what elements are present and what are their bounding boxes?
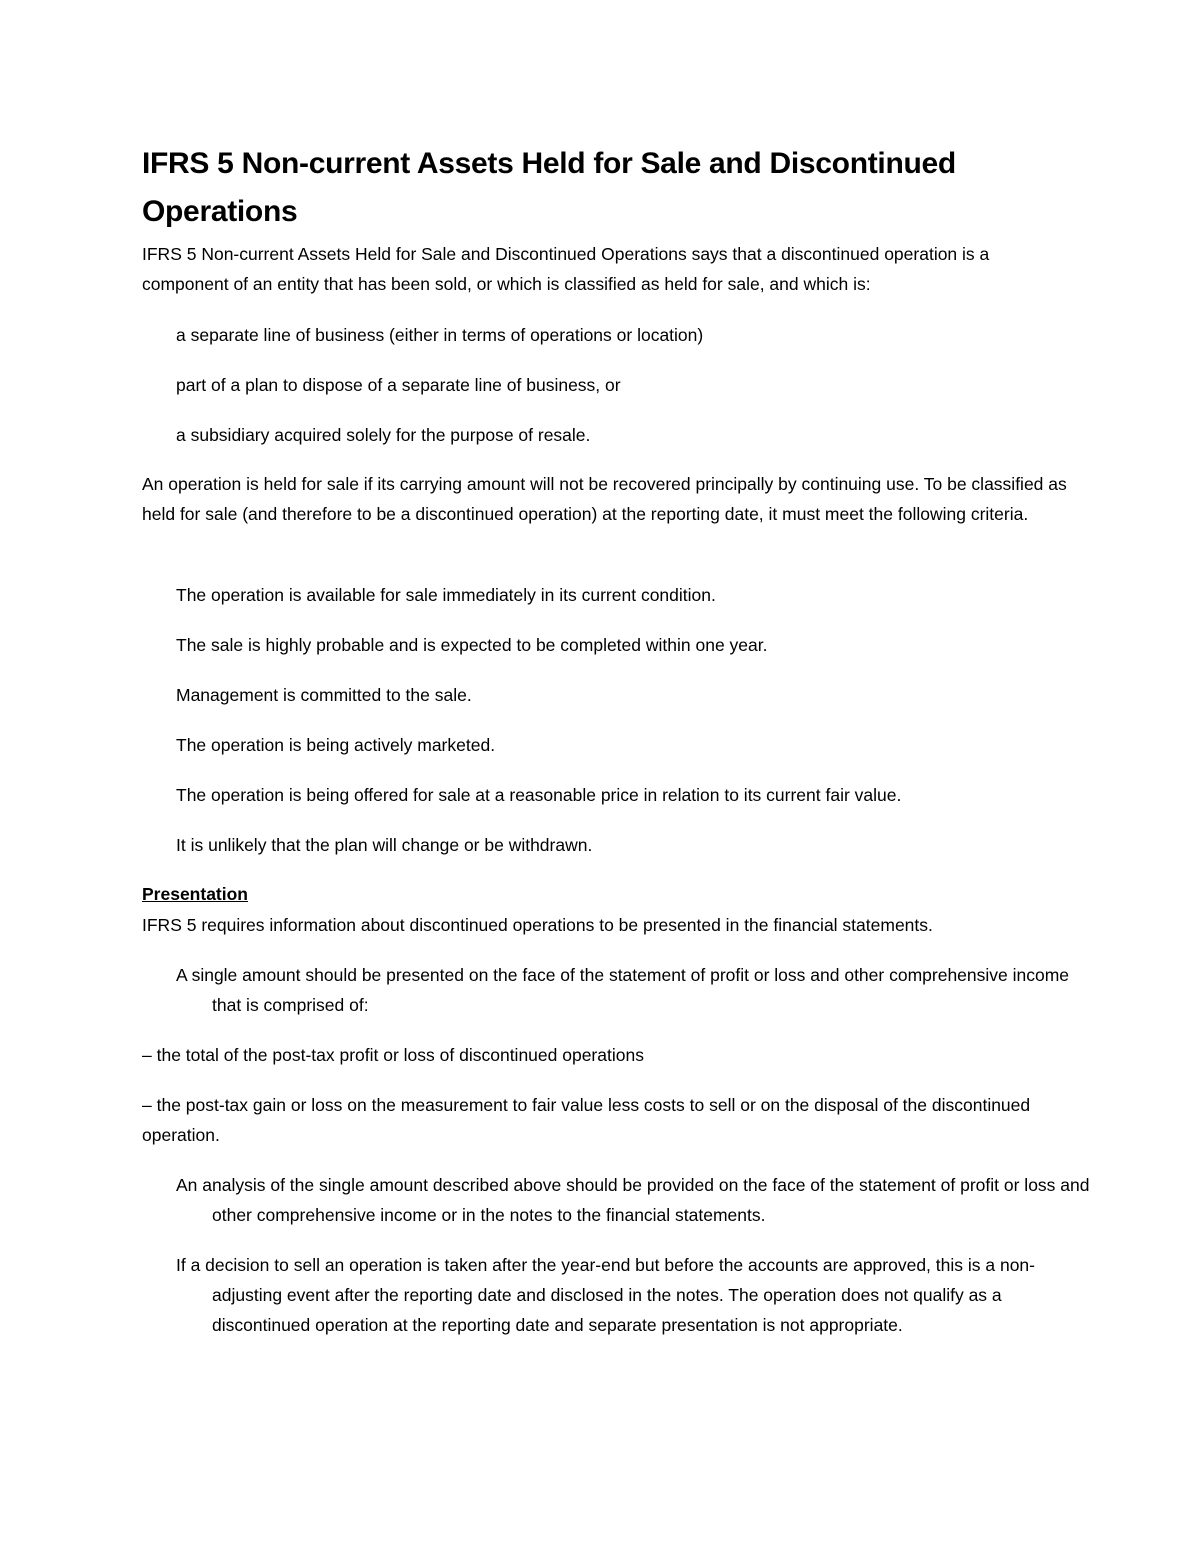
dash-item: – the post-tax gain or loss on the measurement to fair value less costs to sell or on the disposal of the discontinued operation. [142, 1095, 1031, 1145]
criteria-item: The sale is highly probable and is expected to be completed within one year. [176, 635, 768, 655]
criteria-item: It is unlikely that the plan will change or be withdrawn. [176, 835, 593, 855]
analysis-item: An analysis of the single amount described above should be provided on the face of the statement of profit or loss and other comprehensive income or in the notes to the financial statements. [176, 1175, 1090, 1225]
held-for-sale-paragraph: An operation is held for sale if its carrying amount will not be recovered principally by continuing use. To be classified as held for sale (and therefore to be a discontinued operation) at the reporting date, it must meet the following criteria. [142, 474, 1067, 524]
criteria-item: Management is committed to the sale. [176, 685, 472, 705]
presentation-heading: Presentation [142, 884, 248, 904]
single-amount-item: A single amount should be presented on the face of the statement of profit or loss and other comprehensive income that is comprised of: [176, 965, 1070, 1015]
document-title: IFRS 5 Non-current Assets Held for Sale and Discontinued Operations [142, 147, 956, 228]
criteria-item: The operation is available for sale immediately in its current condition. [176, 585, 716, 605]
dash-item: – the total of the post-tax profit or loss of discontinued operations [142, 1045, 644, 1065]
component-item: a subsidiary acquired solely for the purpose of resale. [176, 425, 591, 445]
component-item: part of a plan to dispose of a separate line of business, or [176, 375, 621, 395]
decision-item: If a decision to sell an operation is taken after the year-end but before the accounts are approved, this is a non-adjusting event after the reporting date and disclosed in the notes. The operation does not qualify as a discontinued operation at the reporting date and separate presentation is not appropriate. [176, 1255, 1035, 1335]
component-item: a separate line of business (either in terms of operations or location) [176, 325, 704, 345]
presentation-intro: IFRS 5 requires information about discontinued operations to be presented in the financial statements. [142, 915, 933, 935]
intro-paragraph: IFRS 5 Non-current Assets Held for Sale and Discontinued Operations says that a discontinued operation is a component of an entity that has been sold, or which is classified as held for sale, and which is: [142, 244, 990, 294]
criteria-item: The operation is being offered for sale at a reasonable price in relation to its current fair value. [176, 785, 902, 805]
criteria-item: The operation is being actively marketed. [176, 735, 496, 755]
